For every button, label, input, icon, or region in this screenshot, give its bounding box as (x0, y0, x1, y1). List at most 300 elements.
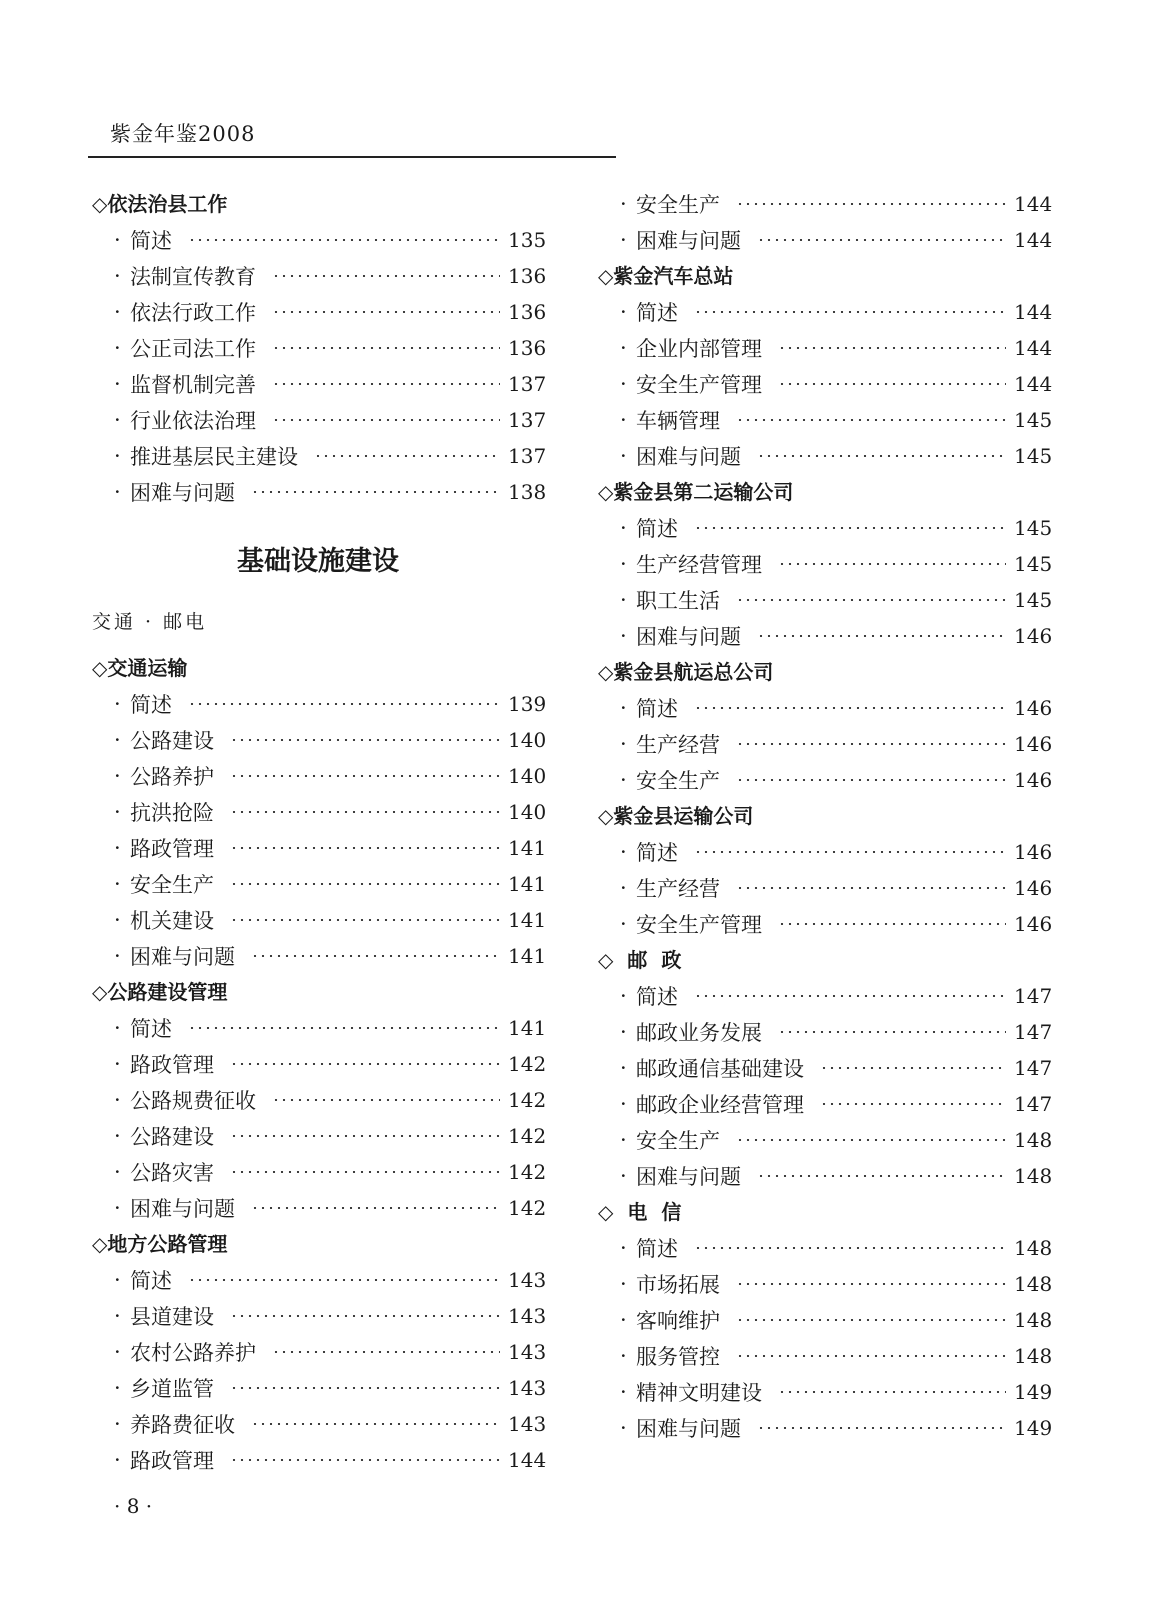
toc-entry[interactable] (598, 762, 1053, 798)
toc-entry-page: 136 (508, 336, 547, 360)
toc-entry-label: 职工生活 (636, 589, 720, 613)
toc-entry-page: 140 (508, 764, 547, 788)
toc-entry-label: 行业依法治理 (130, 409, 256, 433)
dot-leader (272, 383, 500, 385)
toc-entry[interactable] (92, 366, 547, 402)
dot-leader (230, 1063, 500, 1065)
toc-entry[interactable] (598, 690, 1053, 726)
toc-entry[interactable] (92, 938, 547, 974)
bullet-dot: · (620, 1344, 627, 1368)
toc-entry-page: 142 (508, 1160, 547, 1184)
toc-entry-label: 客响维护 (636, 1309, 720, 1333)
dot-leader (736, 887, 1006, 889)
toc-entry-page: 145 (1014, 552, 1053, 576)
toc-entry-page: 142 (508, 1124, 547, 1148)
dot-leader (272, 1351, 500, 1353)
bullet-dot: · (620, 336, 627, 360)
toc-entry-page: 145 (1014, 444, 1053, 468)
bullet-dot: · (620, 1128, 627, 1152)
toc-entry-label: 困难与问题 (636, 1165, 741, 1189)
toc-entry-page: 148 (1014, 1344, 1053, 1368)
toc-entry-page: 145 (1014, 516, 1053, 540)
dot-leader (188, 239, 500, 241)
toc-entry[interactable] (598, 582, 1053, 618)
bullet-dot: · (620, 1020, 627, 1044)
toc-entry-page: 147 (1014, 1056, 1053, 1080)
toc-entry[interactable] (92, 258, 547, 294)
toc-entry-page: 142 (508, 1196, 547, 1220)
bullet-dot: · (620, 1308, 627, 1332)
bullet-dot: · (114, 1124, 121, 1148)
toc-entry[interactable] (598, 546, 1053, 582)
dot-leader (820, 1103, 1006, 1105)
dot-leader (757, 239, 1006, 241)
dot-leader (272, 275, 500, 277)
toc-entry[interactable] (92, 830, 547, 866)
dot-leader (778, 923, 1006, 925)
header-rule (88, 156, 616, 158)
toc-entry-label: 简述 (636, 301, 678, 325)
toc-entry-label: 依法行政工作 (130, 301, 256, 325)
dot-leader (820, 1067, 1006, 1069)
dot-leader (778, 1391, 1006, 1393)
toc-entry[interactable] (598, 1122, 1053, 1158)
toc-entry-page: 143 (508, 1268, 547, 1292)
dot-leader (694, 707, 1006, 709)
toc-entry-page: 141 (508, 872, 547, 896)
toc-left-column (92, 186, 547, 1478)
toc-entry-page: 143 (508, 1304, 547, 1328)
toc-entry-page: 146 (1014, 912, 1053, 936)
bullet-dot: · (620, 552, 627, 576)
toc-section-heading[interactable]: ◇邮政 (598, 948, 696, 972)
bullet-dot: · (114, 800, 121, 824)
dot-leader (757, 1427, 1006, 1429)
bullet-dot: · (620, 1056, 627, 1080)
toc-entry-page: 142 (508, 1088, 547, 1112)
toc-section-heading[interactable]: ◇紫金汽车总站 (598, 264, 734, 288)
bullet-dot: · (114, 480, 121, 504)
toc-entry-page: 145 (1014, 588, 1053, 612)
toc-entry-label: 简述 (130, 229, 172, 253)
toc-entry[interactable] (92, 1262, 547, 1298)
toc-entry[interactable] (92, 1046, 547, 1082)
toc-entry-label: 监督机制完善 (130, 373, 256, 397)
toc-entry-label: 公路建设 (130, 729, 214, 753)
toc-entry[interactable] (598, 978, 1053, 1014)
toc-entry-label: 县道建设 (130, 1305, 214, 1329)
toc-entry-label: 邮政业务发展 (636, 1021, 762, 1045)
toc-entry[interactable] (598, 1050, 1053, 1086)
dot-leader (736, 1139, 1006, 1141)
dot-leader (272, 311, 500, 313)
toc-entry-label: 安全生产 (636, 193, 720, 217)
bullet-dot: · (620, 372, 627, 396)
toc-entry-page: 144 (1014, 336, 1053, 360)
toc-entry-page: 147 (1014, 1020, 1053, 1044)
toc-entry-label: 乡道监管 (130, 1377, 214, 1401)
toc-entry-label: 简述 (636, 841, 678, 865)
dot-leader (188, 703, 500, 705)
toc-entry-page: 146 (1014, 768, 1053, 792)
toc-entry-page: 141 (508, 944, 547, 968)
dot-leader (272, 347, 500, 349)
toc-entry[interactable] (92, 438, 547, 474)
toc-entry[interactable] (598, 618, 1053, 654)
toc-entry-page: 146 (1014, 624, 1053, 648)
bullet-dot: · (620, 912, 627, 936)
bullet-dot: · (620, 1236, 627, 1260)
toc-entry[interactable] (92, 758, 547, 794)
bullet-dot: · (114, 1268, 121, 1292)
toc-entry[interactable] (598, 186, 1053, 222)
dot-leader (736, 743, 1006, 745)
toc-entry-label: 安全生产 (636, 1129, 720, 1153)
dot-leader (230, 847, 500, 849)
toc-entry-label: 法制宣传教育 (130, 265, 256, 289)
bullet-dot: · (620, 624, 627, 648)
toc-entry-page: 139 (508, 692, 547, 716)
bullet-dot: · (114, 1016, 121, 1040)
toc-entry-label: 公正司法工作 (130, 337, 256, 361)
toc-entry[interactable] (92, 1334, 547, 1370)
page-number: · 8 · (114, 1494, 153, 1518)
toc-entry-page: 144 (1014, 228, 1053, 252)
toc-entry[interactable] (598, 870, 1053, 906)
toc-entry[interactable] (598, 366, 1053, 402)
bullet-dot: · (114, 444, 121, 468)
bullet-dot: · (114, 228, 121, 252)
toc-entry[interactable] (598, 834, 1053, 870)
bullet-dot: · (114, 944, 121, 968)
dot-leader (314, 455, 500, 457)
dot-leader (694, 995, 1006, 997)
bullet-dot: · (114, 264, 121, 288)
toc-section-heading[interactable]: ◇依法治县工作 (92, 192, 228, 216)
toc-entry-label: 公路建设 (130, 1125, 214, 1149)
toc-entry[interactable] (92, 902, 547, 938)
toc-entry-label: 困难与问题 (636, 1417, 741, 1441)
toc-entry-page: 146 (1014, 732, 1053, 756)
toc-entry[interactable] (598, 510, 1053, 546)
toc-entry-label: 简述 (636, 985, 678, 1009)
toc-entry-page: 148 (1014, 1128, 1053, 1152)
toc-entry-label: 公路养护 (130, 765, 214, 789)
toc-entry[interactable] (598, 438, 1053, 474)
dot-leader (188, 1279, 500, 1281)
bullet-dot: · (620, 1164, 627, 1188)
toc-entry[interactable] (92, 1010, 547, 1046)
dot-leader (694, 311, 1006, 313)
toc-entry[interactable] (598, 1410, 1053, 1446)
toc-entry[interactable] (598, 1230, 1053, 1266)
bullet-dot: · (114, 872, 121, 896)
bullet-dot: · (114, 372, 121, 396)
bullet-dot: · (114, 764, 121, 788)
toc-entry[interactable] (92, 1298, 547, 1334)
bullet-dot: · (620, 1416, 627, 1440)
toc-entry-page: 137 (508, 372, 547, 396)
toc-entry-label: 路政管理 (130, 837, 214, 861)
toc-entry-label: 生产经营管理 (636, 553, 762, 577)
toc-entry-page: 144 (1014, 192, 1053, 216)
bullet-dot: · (620, 192, 627, 216)
toc-entry-label: 困难与问题 (636, 625, 741, 649)
toc-entry[interactable] (92, 1154, 547, 1190)
toc-entry-page: 141 (508, 908, 547, 932)
dot-leader (230, 739, 500, 741)
toc-entry[interactable] (598, 294, 1053, 330)
dot-leader (230, 775, 500, 777)
bullet-dot: · (114, 728, 121, 752)
dot-leader (778, 383, 1006, 385)
bullet-dot: · (620, 876, 627, 900)
toc-entry[interactable] (92, 1082, 547, 1118)
dot-leader (230, 1171, 500, 1173)
dot-leader (230, 883, 500, 885)
toc-entry-page: 149 (1014, 1380, 1053, 1404)
dot-leader (778, 347, 1006, 349)
toc-entry[interactable] (598, 222, 1053, 258)
toc-entry[interactable] (92, 294, 547, 330)
toc-entry-page: 143 (508, 1340, 547, 1364)
toc-section-heading[interactable]: ◇紫金县第二运输公司 (598, 480, 794, 504)
toc-entry-label: 困难与问题 (130, 1197, 235, 1221)
dot-leader (230, 919, 500, 921)
toc-entry[interactable] (92, 1406, 547, 1442)
dot-leader (694, 527, 1006, 529)
bullet-dot: · (114, 300, 121, 324)
bullet-dot: · (114, 908, 121, 932)
toc-entry-page: 140 (508, 800, 547, 824)
toc-entry[interactable] (598, 726, 1053, 762)
toc-entry-page: 145 (1014, 408, 1053, 432)
toc-entry-page: 148 (1014, 1164, 1053, 1188)
toc-entry-label: 困难与问题 (130, 945, 235, 969)
bullet-dot: · (114, 336, 121, 360)
dot-leader (230, 1459, 500, 1461)
bullet-dot: · (620, 300, 627, 324)
toc-entry[interactable] (92, 1370, 547, 1406)
toc-entry-label: 困难与问题 (130, 481, 235, 505)
dot-leader (230, 1387, 500, 1389)
toc-entry-page: 146 (1014, 696, 1053, 720)
toc-section-heading[interactable]: ◇交通运输 (92, 656, 188, 680)
bullet-dot: · (114, 1412, 121, 1436)
toc-entry-label: 生产经营 (636, 877, 720, 901)
dot-leader (757, 455, 1006, 457)
toc-entry-page: 136 (508, 300, 547, 324)
toc-entry-label: 养路费征收 (130, 1413, 235, 1437)
dot-leader (736, 203, 1006, 205)
bullet-dot: · (620, 1380, 627, 1404)
bullet-dot: · (620, 840, 627, 864)
dot-leader (230, 811, 500, 813)
bullet-dot: · (620, 768, 627, 792)
toc-entry-label: 困难与问题 (636, 445, 741, 469)
part-title: 基础设施建设 (237, 546, 399, 577)
toc-entry[interactable] (92, 866, 547, 902)
toc-entry-label: 困难与问题 (636, 229, 741, 253)
toc-section-heading[interactable]: ◇电信 (598, 1200, 696, 1224)
dot-leader (736, 419, 1006, 421)
bullet-dot: · (620, 1092, 627, 1116)
toc-entry[interactable] (598, 402, 1053, 438)
bullet-dot: · (620, 696, 627, 720)
bullet-dot: · (114, 1376, 121, 1400)
toc-entry-label: 简述 (130, 693, 172, 717)
toc-entry-label: 邮政通信基础建设 (636, 1057, 804, 1081)
bullet-dot: · (620, 444, 627, 468)
toc-entry[interactable] (598, 1266, 1053, 1302)
toc-entry-page: 149 (1014, 1416, 1053, 1440)
bullet-dot: · (620, 1272, 627, 1296)
toc-section-heading[interactable]: ◇公路建设管理 (92, 980, 228, 1004)
bullet-dot: · (114, 1196, 121, 1220)
toc-entry[interactable] (92, 402, 547, 438)
toc-entry[interactable] (598, 906, 1053, 942)
bullet-dot: · (114, 1088, 121, 1112)
toc-entry-label: 路政管理 (130, 1053, 214, 1077)
toc-entry-page: 148 (1014, 1236, 1053, 1260)
toc-entry-label: 企业内部管理 (636, 337, 762, 361)
toc-entry-label: 市场拓展 (636, 1273, 720, 1297)
toc-entry[interactable] (92, 794, 547, 830)
toc-entry-label: 农村公路养护 (130, 1341, 256, 1365)
toc-entry-label: 安全生产 (636, 769, 720, 793)
toc-entry-label: 安全生产管理 (636, 373, 762, 397)
toc-entry[interactable] (598, 1014, 1053, 1050)
toc-entry-page: 137 (508, 408, 547, 432)
toc-entry-label: 公路灾害 (130, 1161, 214, 1185)
toc-entry[interactable] (598, 1374, 1053, 1410)
toc-entry-label: 车辆管理 (636, 409, 720, 433)
dot-leader (736, 1319, 1006, 1321)
toc-entry-page: 146 (1014, 840, 1053, 864)
toc-entry-label: 简述 (636, 517, 678, 541)
toc-entry-label: 推进基层民主建设 (130, 445, 298, 469)
dot-leader (251, 491, 500, 493)
toc-entry-label: 安全生产管理 (636, 913, 762, 937)
bullet-dot: · (620, 228, 627, 252)
toc-entry[interactable] (598, 330, 1053, 366)
toc-entry[interactable] (92, 330, 547, 366)
dot-leader (694, 851, 1006, 853)
bullet-dot: · (620, 516, 627, 540)
toc-entry-page: 147 (1014, 1092, 1053, 1116)
toc-entry-page: 144 (1014, 300, 1053, 324)
dot-leader (736, 779, 1006, 781)
dot-leader (736, 1283, 1006, 1285)
bullet-dot: · (114, 692, 121, 716)
dot-leader (188, 1027, 500, 1029)
bullet-dot: · (620, 732, 627, 756)
dot-leader (778, 1031, 1006, 1033)
bullet-dot: · (114, 1160, 121, 1184)
bullet-dot: · (620, 984, 627, 1008)
toc-entry-page: 144 (508, 1448, 547, 1472)
dot-leader (230, 1135, 500, 1137)
toc-entry[interactable] (92, 1190, 547, 1226)
toc-entry[interactable] (92, 722, 547, 758)
toc-entry-page: 136 (508, 264, 547, 288)
toc-entry-label: 邮政企业经营管理 (636, 1093, 804, 1117)
dot-leader (251, 1207, 500, 1209)
toc-entry-label: 服务管控 (636, 1345, 720, 1369)
dot-leader (251, 955, 500, 957)
toc-entry[interactable] (92, 474, 547, 510)
bullet-dot: · (114, 1340, 121, 1364)
toc-entry-label: 简述 (130, 1017, 172, 1041)
toc-entry-page: 141 (508, 1016, 547, 1040)
toc-entry[interactable] (92, 222, 547, 258)
toc-section-heading[interactable]: ◇紫金县航运总公司 (598, 660, 774, 684)
toc-entry-page: 137 (508, 444, 547, 468)
toc-entry-label: 简述 (636, 697, 678, 721)
toc-entry-page: 144 (1014, 372, 1053, 396)
category-label: 交通 · 邮电 (92, 611, 208, 633)
toc-entry-page: 140 (508, 728, 547, 752)
toc-entry-page: 135 (508, 228, 547, 252)
toc-entry-page: 141 (508, 836, 547, 860)
bullet-dot: · (620, 588, 627, 612)
dot-leader (272, 419, 500, 421)
toc-entry-label: 抗洪抢险 (130, 801, 214, 825)
dot-leader (757, 1175, 1006, 1177)
toc-entry-label: 精神文明建设 (636, 1381, 762, 1405)
toc-entry[interactable] (598, 1338, 1053, 1374)
toc-entry-page: 143 (508, 1412, 547, 1436)
toc-entry-label: 路政管理 (130, 1449, 214, 1473)
bullet-dot: · (114, 836, 121, 860)
dot-leader (694, 1247, 1006, 1249)
dot-leader (757, 635, 1006, 637)
bullet-dot: · (114, 1052, 121, 1076)
toc-entry-page: 148 (1014, 1272, 1053, 1296)
dot-leader (272, 1099, 500, 1101)
bullet-dot: · (114, 408, 121, 432)
bullet-dot: · (114, 1448, 121, 1472)
toc-entry[interactable] (92, 686, 547, 722)
toc-entry[interactable] (598, 1086, 1053, 1122)
toc-right-column (598, 186, 1053, 1446)
toc-entry-label: 简述 (130, 1269, 172, 1293)
toc-entry-label: 安全生产 (130, 873, 214, 897)
dot-leader (251, 1423, 500, 1425)
running-title: 紫金年鉴2008 (110, 122, 256, 146)
toc-entry-label: 公路规费征收 (130, 1089, 256, 1113)
toc-entry-page: 142 (508, 1052, 547, 1076)
toc-entry-label: 机关建设 (130, 909, 214, 933)
toc-entry-page: 147 (1014, 984, 1053, 1008)
dot-leader (230, 1315, 500, 1317)
dot-leader (736, 1355, 1006, 1357)
toc-entry-page: 148 (1014, 1308, 1053, 1332)
toc-section-heading[interactable]: ◇紫金县运输公司 (598, 804, 754, 828)
toc-entry-page: 138 (508, 480, 547, 504)
toc-entry-label: 生产经营 (636, 733, 720, 757)
toc-entry-page: 143 (508, 1376, 547, 1400)
dot-leader (736, 599, 1006, 601)
toc-entry[interactable] (598, 1302, 1053, 1338)
toc-entry[interactable] (598, 1158, 1053, 1194)
toc-entry[interactable] (92, 1118, 547, 1154)
dot-leader (778, 563, 1006, 565)
toc-section-heading[interactable]: ◇地方公路管理 (92, 1232, 228, 1256)
toc-entry-page: 146 (1014, 876, 1053, 900)
toc-entry[interactable] (92, 1442, 547, 1478)
toc-entry-label: 简述 (636, 1237, 678, 1261)
